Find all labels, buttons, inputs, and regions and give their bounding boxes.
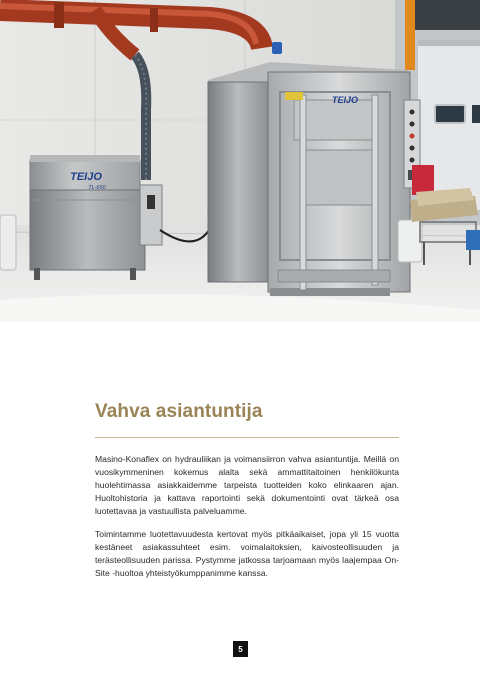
machine-left-brand: TEIJO: [70, 171, 102, 183]
heading-divider: [95, 437, 399, 438]
body-paragraph-2: Toimintamme luotettavuudesta kertovat myös pitkäaikaiset, jopa yli 15 vuotta kestäneet asiakassuhteet esim. voimalaitoksien, kaivosteollisuuden ja terästeollisuuden parissa. Pystymme jatkossa tarjoamaan myös laajempaa On-Site -huoltoa yhteistyökumppanimme kanssa.: [95, 529, 399, 578]
machine-left-model: TL-650: [88, 185, 106, 191]
hero-photo: [0, 0, 480, 322]
section-heading: Vahva asiantuntija: [95, 401, 263, 422]
page-number: 5: [233, 641, 248, 657]
machine-right-brand: TEIJO: [331, 95, 359, 105]
body-paragraph-1: Masino-Konaflex on hydrauliikan ja voimansiirron vahva asiantuntija. Meillä on vuosikymmeninen kokemus alalta sekä ammattitaitoinen henkilökunta huolehtimassa asiakkaidemme tarpeista tuotteiden koko elinkaaren ajan. Huoltohistoria ja kattava raportointi sekä dokumentointi ovat tärkeä osa luotettavaa ja vastuullista palveluamme.: [95, 454, 399, 516]
